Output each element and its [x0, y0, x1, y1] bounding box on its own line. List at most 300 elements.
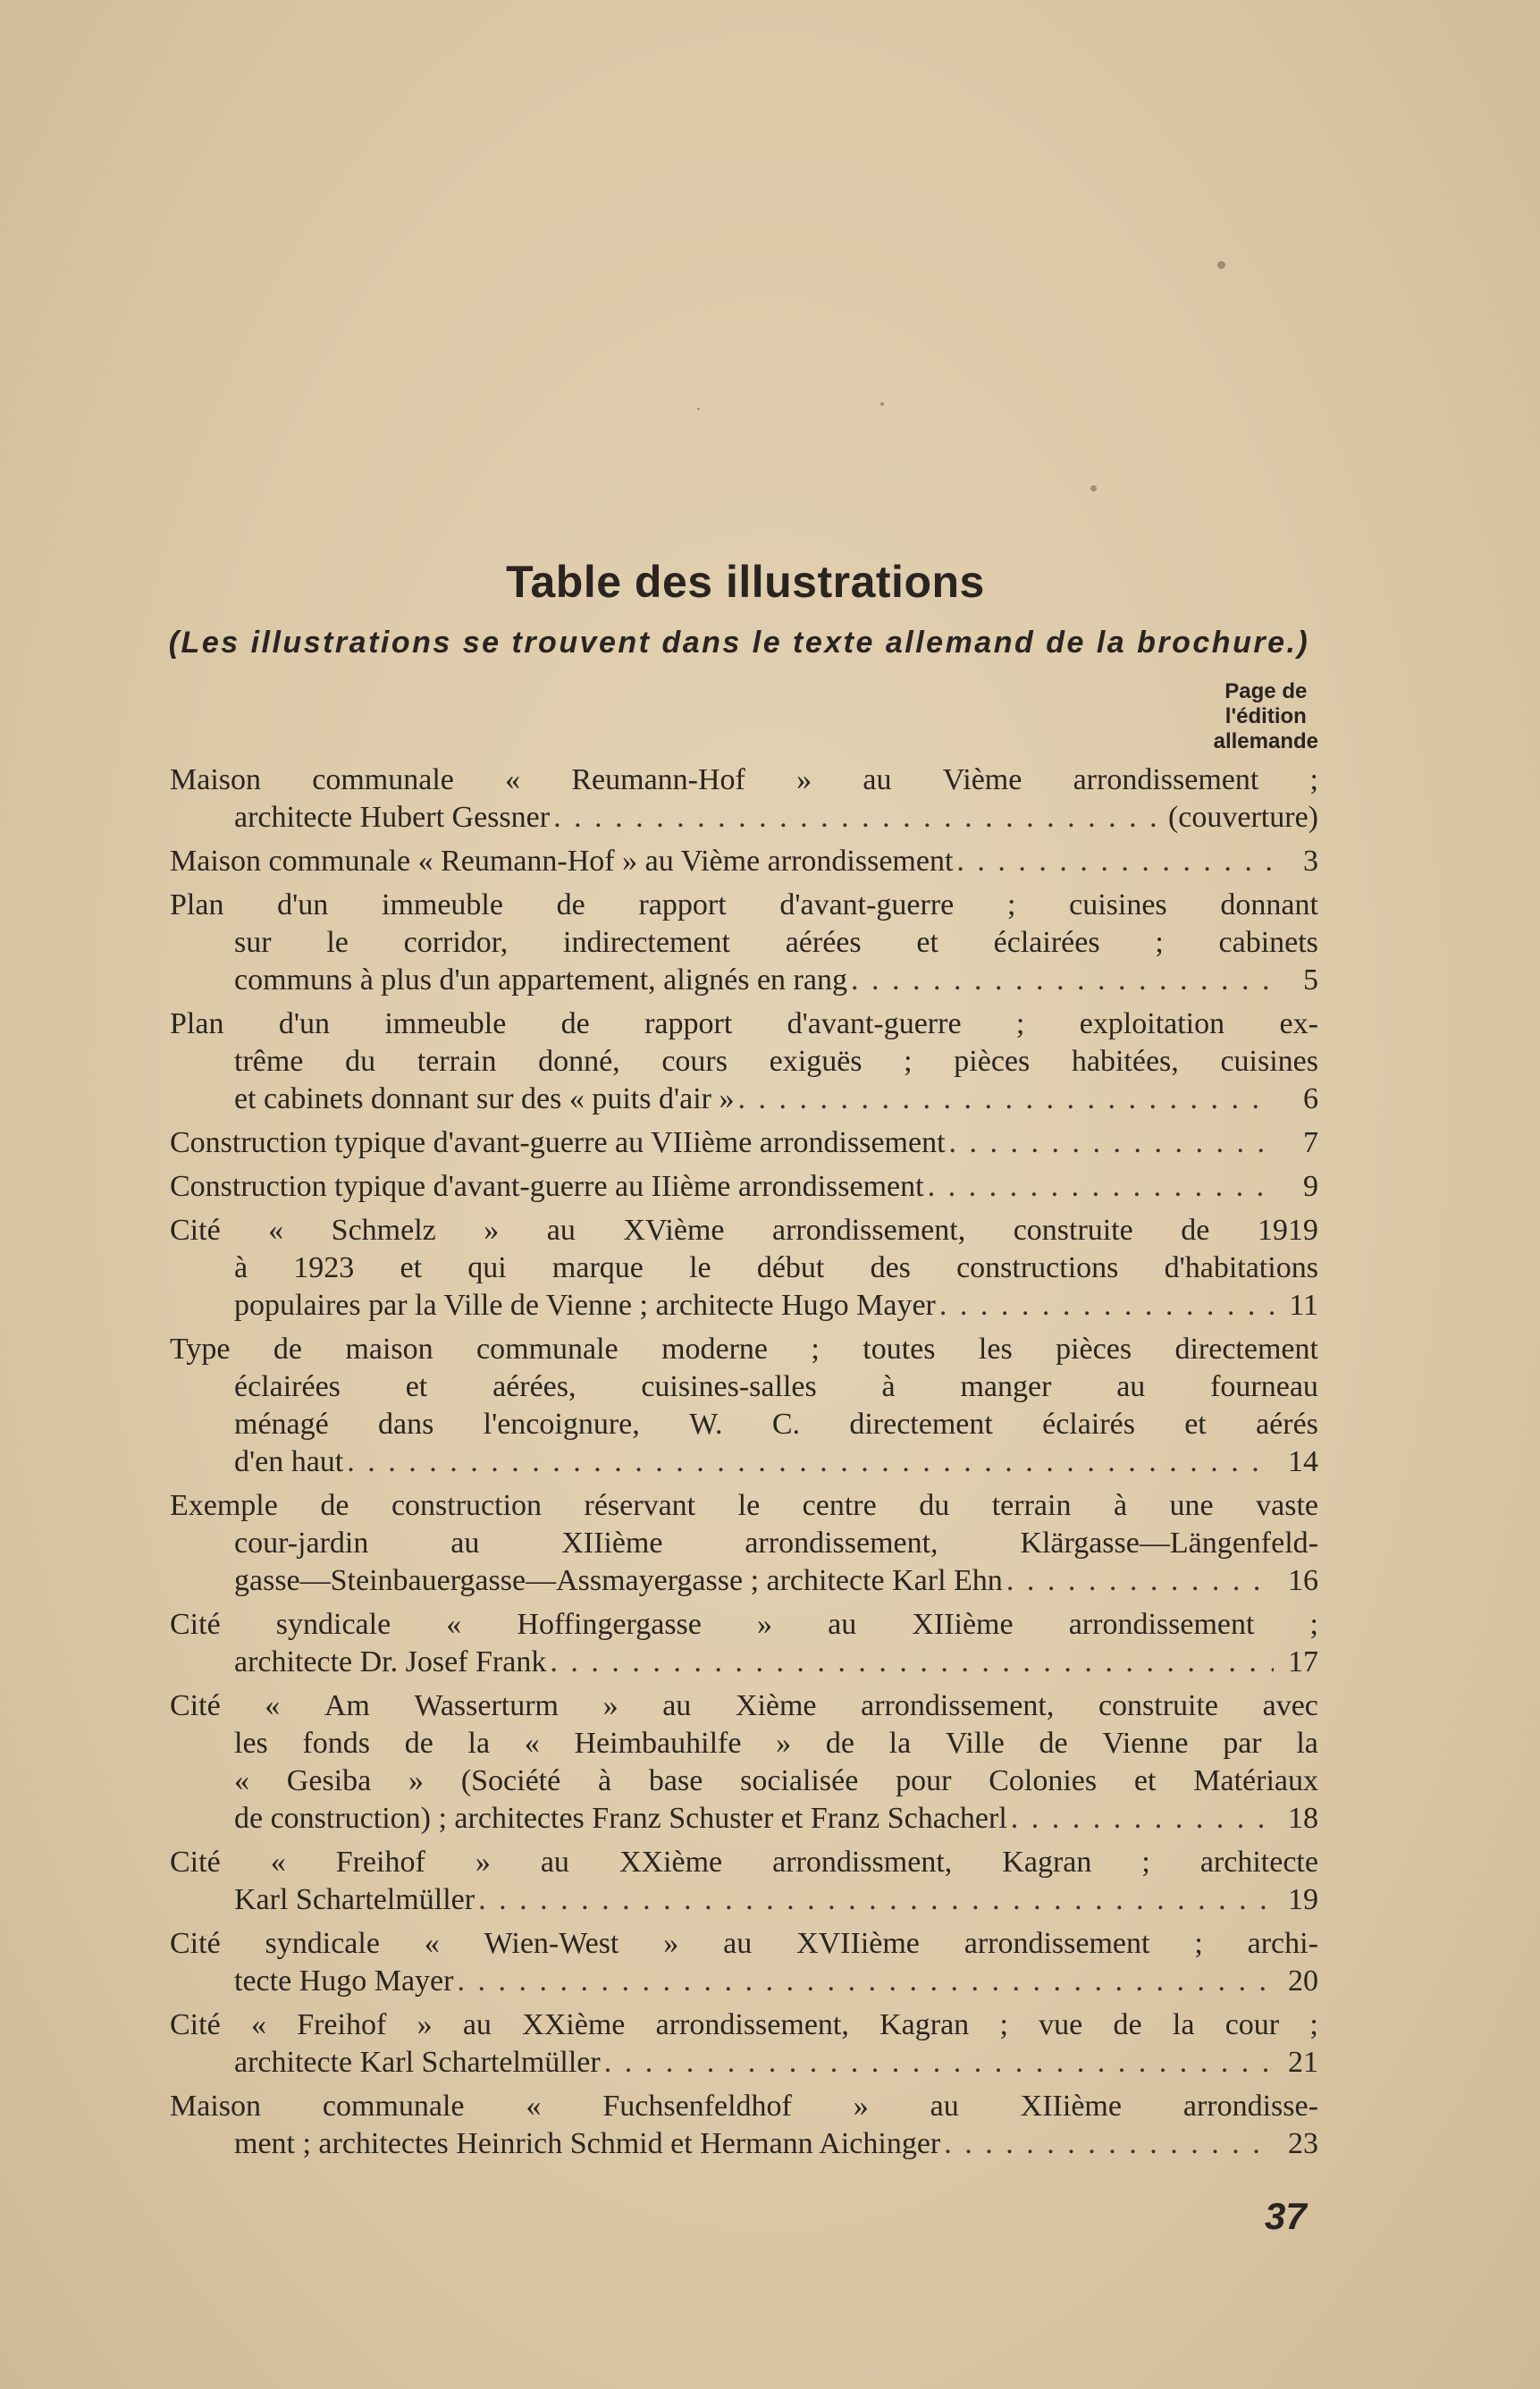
entry-word: Wien-West — [484, 1927, 619, 1960]
entry-line — [170, 1212, 1318, 1249]
entry-line — [170, 1562, 1318, 1600]
entry-word: Klärgasse—Längenfeld- — [1020, 1527, 1318, 1560]
entry-line — [170, 1287, 1318, 1325]
dot-leader — [1006, 1562, 1274, 1600]
entry-page-number: 9 — [1303, 1170, 1318, 1203]
entry-word: les — [234, 1727, 268, 1760]
entry-word: cour — [1224, 2008, 1280, 2041]
entry-word: de — [404, 1727, 433, 1760]
entry-word: » — [484, 1214, 500, 1247]
entry-page-number: 16 — [1288, 1564, 1318, 1597]
entry-line — [170, 1249, 1318, 1287]
entry-word: arrondissement, — [745, 1527, 938, 1560]
entry-word: « — [505, 763, 521, 796]
page-number: 37 — [1265, 2195, 1307, 2237]
entry-word: de — [1181, 1214, 1210, 1247]
entry-text: ment ; architectes Heinrich Schmid et Hermann Aichinger — [234, 2127, 941, 2160]
entry-word: » — [602, 1689, 619, 1722]
entry-word: XXième — [619, 1846, 723, 1879]
entry-word: avec — [1262, 1689, 1318, 1722]
entry-line — [170, 2044, 1318, 2082]
entry-line — [170, 1368, 1318, 1406]
entry-word: et — [1184, 1408, 1207, 1441]
entry-word: base — [648, 1764, 703, 1797]
column-header-line: allemande — [1213, 729, 1318, 753]
entry-word: immeuble — [382, 888, 503, 921]
entry-word: socialisée — [740, 1764, 859, 1797]
entry-word: Cité — [170, 1927, 221, 1960]
entry-word: sur — [234, 926, 272, 959]
entry-word: W. — [689, 1408, 723, 1441]
entry-word: XIIième — [912, 1608, 1014, 1641]
entry-word: terrain — [991, 1489, 1072, 1522]
entry-line — [170, 2006, 1318, 2044]
entry-word: marque — [551, 1251, 644, 1284]
entry-word: Maison — [170, 763, 261, 796]
entry-word: XXième — [522, 2008, 626, 2041]
dot-leader — [939, 1287, 1274, 1325]
entry-word: Cité — [170, 2008, 221, 2041]
entry-word: le — [737, 1489, 761, 1522]
entry-word: de — [556, 888, 585, 921]
list-item — [170, 761, 1318, 837]
entry-text: populaires par la Ville de Vienne ; architecte Hugo Mayer — [234, 1289, 936, 1322]
entry-page-number: 21 — [1288, 2046, 1318, 2079]
entry-word: » — [417, 2008, 433, 2041]
entry-word: pièces — [1056, 1333, 1132, 1366]
entry-line — [170, 2088, 1318, 2125]
entry-word: Cité — [170, 1846, 221, 1879]
entry-word: au — [450, 1527, 480, 1560]
entry-word: Gesiba — [286, 1764, 372, 1797]
entry-word: ; — [1309, 2008, 1318, 2041]
entry-word: le — [326, 926, 349, 959]
entry-line — [170, 2125, 1318, 2163]
entry-line — [170, 1525, 1318, 1562]
entry-word: Wasserturm — [414, 1689, 560, 1722]
illustrations-list — [170, 761, 1318, 2169]
entry-word: au — [662, 1689, 692, 1722]
entry-word: cuisines — [1069, 888, 1167, 921]
entry-word: XIIième — [1020, 2090, 1122, 2123]
entry-word: de — [273, 1333, 302, 1366]
entry-word: d'avant-guerre — [779, 888, 955, 921]
list-item — [170, 1212, 1318, 1325]
entry-word: Heimbauhilfe — [574, 1727, 742, 1760]
entry-word: arrondissment, — [772, 1846, 953, 1879]
entry-line — [170, 887, 1318, 924]
entry-word: XVIIième — [796, 1927, 920, 1960]
entry-word: indirectement — [563, 926, 730, 959]
entry-word: les — [978, 1333, 1013, 1366]
dot-leader — [478, 1881, 1274, 1919]
entry-word: Vième — [942, 763, 1022, 796]
dot-leader — [604, 2044, 1274, 2082]
entry-word: directement — [1174, 1333, 1318, 1366]
dot-leader — [553, 799, 1163, 837]
entry-word: la — [1172, 2008, 1195, 2041]
entry-word: ; — [904, 1045, 913, 1078]
entry-word: d'un — [278, 1007, 330, 1040]
entry-word: début — [756, 1251, 825, 1284]
entry-line — [170, 799, 1318, 837]
dot-leader — [944, 2125, 1274, 2163]
entry-word: Cité — [170, 1608, 221, 1641]
entry-line — [170, 1606, 1318, 1644]
entry-word: » — [663, 1927, 679, 1960]
entry-text: de construction) ; architectes Franz Schuster et Franz Schacherl — [234, 1802, 1007, 1835]
entry-word: ; — [1141, 1846, 1150, 1879]
entry-word: Freihof — [335, 1846, 425, 1879]
entry-word: d'avant-guerre — [787, 1007, 962, 1040]
entry-page-number: 20 — [1288, 1964, 1318, 1998]
entry-word: cuisines — [1220, 1045, 1318, 1078]
entry-word: » — [853, 2090, 869, 2123]
entry-word: habitées, — [1071, 1045, 1179, 1078]
list-item — [170, 843, 1318, 880]
entry-page-number: 19 — [1288, 1883, 1318, 1916]
entry-word: corridor, — [403, 926, 509, 959]
list-item — [170, 1124, 1318, 1162]
paper-speck — [1090, 485, 1097, 492]
entry-word: syndicale — [275, 1608, 391, 1641]
entry-page-number: 3 — [1303, 845, 1318, 878]
entry-word: 1919 — [1257, 1214, 1318, 1247]
entry-word: centre — [802, 1489, 877, 1522]
entry-word: Matériaux — [1193, 1764, 1318, 1797]
dot-leader — [550, 1644, 1274, 1681]
entry-line — [170, 1725, 1318, 1762]
entry-line — [170, 1844, 1318, 1881]
entry-word: « — [446, 1608, 462, 1641]
entry-word: « — [268, 1214, 284, 1247]
entry-word: au — [546, 1214, 576, 1247]
list-item — [170, 2006, 1318, 2082]
entry-word: ; — [1194, 1927, 1203, 1960]
entry-word: communale — [312, 763, 454, 796]
dot-leader — [928, 1168, 1274, 1206]
entry-word: Vienne — [1102, 1727, 1189, 1760]
entry-word: du — [919, 1489, 950, 1522]
entry-line — [170, 1168, 1318, 1206]
entry-word: ; — [811, 1333, 820, 1366]
entry-page-number: 7 — [1303, 1126, 1318, 1159]
entry-text: architecte Hubert Gessner — [234, 801, 551, 834]
column-header-line: l'édition — [1224, 704, 1307, 728]
entry-word: Exemple — [170, 1489, 278, 1522]
entry-word: cours — [661, 1045, 728, 1078]
entry-word: aérées — [785, 926, 862, 959]
entry-text: architecte Dr. Josef Frank — [234, 1645, 547, 1678]
entry-line — [170, 1925, 1318, 1963]
entry-word: la — [467, 1727, 491, 1760]
entry-word: éclairées — [993, 926, 1100, 959]
entry-word: la — [1296, 1727, 1318, 1760]
entry-word: Hoffingergasse — [517, 1608, 702, 1641]
entry-word: maison — [345, 1333, 433, 1366]
entry-word: vue — [1039, 2008, 1083, 2041]
entry-word: de — [320, 1489, 349, 1522]
entry-word: terrain — [417, 1045, 497, 1078]
entry-word: immeuble — [384, 1007, 507, 1040]
entry-word: ; — [1309, 763, 1318, 796]
dot-leader — [457, 1963, 1274, 2000]
entry-word: archi- — [1247, 1927, 1318, 1960]
dot-leader — [347, 1443, 1274, 1481]
entry-word: arrondissement, — [861, 1689, 1055, 1722]
entry-page-number: 6 — [1303, 1082, 1318, 1115]
entry-line — [170, 1487, 1318, 1525]
entry-word: arrondissement — [964, 1927, 1150, 1960]
paper-speck — [697, 408, 700, 410]
entry-text: et cabinets donnant sur des « puits d'air » — [234, 1082, 735, 1115]
entry-line — [170, 1124, 1318, 1162]
entry-word: au — [540, 1846, 569, 1879]
entry-word: à — [881, 1370, 896, 1403]
entry-word: construite — [1098, 1689, 1219, 1722]
entry-word: « — [270, 1846, 286, 1879]
entry-word: » — [796, 763, 812, 796]
entry-page-number: 17 — [1288, 1645, 1318, 1678]
entry-line — [170, 1963, 1318, 2000]
list-item — [170, 1005, 1318, 1118]
entry-word: de — [825, 1727, 854, 1760]
paper-speck — [1217, 261, 1225, 269]
entry-line — [170, 962, 1318, 999]
entry-word: » — [408, 1764, 425, 1797]
entry-line — [170, 843, 1318, 880]
entry-page-number: 23 — [1288, 2127, 1318, 2160]
entry-word: communale — [322, 2090, 465, 2123]
entry-word: pour — [896, 1764, 952, 1797]
entry-word: Fuchsenfeldhof — [602, 2090, 792, 2123]
entry-word: » — [475, 1846, 491, 1879]
entry-word: (Société — [460, 1764, 561, 1797]
paper-speck — [880, 402, 884, 406]
entry-word: cour-jardin — [234, 1527, 369, 1560]
entry-word: constructions — [956, 1251, 1119, 1284]
entry-word: dans — [378, 1408, 434, 1441]
entry-word: arrondissement, — [655, 2008, 849, 2041]
list-item — [170, 1844, 1318, 1919]
entry-word: rapport — [638, 888, 727, 921]
entry-word: ; — [999, 2008, 1008, 2041]
entry-text: Construction typique d'avant-guerre au IIième arrondissement — [170, 1170, 924, 1203]
entry-word: cabinets — [1218, 926, 1318, 959]
entry-text: Karl Schartelmüller — [234, 1883, 475, 1916]
entry-word: pièces — [954, 1045, 1031, 1078]
entry-word: ex- — [1279, 1007, 1318, 1040]
entry-word: Cité — [170, 1689, 221, 1722]
entry-word: au — [1116, 1370, 1146, 1403]
entry-word: fonds — [302, 1727, 371, 1760]
entry-word: arrondissement — [1073, 763, 1259, 796]
entry-word: et — [400, 1251, 423, 1284]
entry-word: Type — [170, 1333, 231, 1366]
entry-word: par — [1223, 1727, 1262, 1760]
entry-word: la — [888, 1727, 912, 1760]
entry-word: donné, — [538, 1045, 620, 1078]
entry-word: du — [345, 1045, 376, 1078]
entry-word: Am — [324, 1689, 370, 1722]
list-item — [170, 1687, 1318, 1838]
entry-word: trême — [234, 1045, 304, 1078]
entry-word: « — [526, 2090, 542, 2123]
entry-word: éclairés — [1042, 1408, 1135, 1441]
entry-text: tecte Hugo Mayer — [234, 1964, 454, 1998]
entry-word: au — [863, 763, 892, 796]
entry-word: une — [1169, 1489, 1214, 1522]
entry-word: de — [560, 1007, 590, 1040]
entry-line — [170, 1081, 1318, 1118]
entry-line — [170, 1881, 1318, 1919]
entry-word: à — [1113, 1489, 1128, 1522]
entry-word: au — [930, 2090, 959, 2123]
entry-word: d'habitations — [1164, 1251, 1318, 1284]
entry-word: l'encoignure, — [483, 1408, 640, 1441]
entry-word: C. — [771, 1408, 801, 1441]
list-item — [170, 1487, 1318, 1600]
entry-word: ; — [1015, 1007, 1025, 1040]
entry-word: le — [689, 1251, 711, 1284]
entry-word: Plan — [170, 1007, 224, 1040]
entry-word: Kagran — [1002, 1846, 1092, 1879]
entry-word: rapport — [644, 1007, 733, 1040]
entry-word: « — [250, 2008, 266, 2041]
entry-word: « — [424, 1927, 440, 1960]
entry-word: manger — [960, 1370, 1052, 1403]
entry-word: ; — [1309, 1608, 1318, 1641]
entry-word: Maison — [170, 2090, 261, 2123]
entry-word: à — [598, 1764, 612, 1797]
entry-word: XVième — [623, 1214, 725, 1247]
entry-word: cuisines-salles — [641, 1370, 817, 1403]
entry-word: Schmelz — [331, 1214, 436, 1247]
entry-text: communs à plus d'un appartement, alignés en rang — [234, 963, 847, 997]
entry-page-number: (couverture) — [1167, 801, 1318, 834]
entry-line — [170, 1644, 1318, 1681]
entry-line — [170, 1043, 1318, 1081]
entry-word: et — [916, 926, 938, 959]
dot-leader — [851, 962, 1274, 999]
entry-text: gasse—Steinbauergasse—Assmayergasse ; architecte Karl Ehn — [234, 1564, 1003, 1597]
page-column-header — [1214, 679, 1318, 754]
entry-word: qui — [467, 1251, 507, 1284]
entry-word: arrondisse- — [1182, 2090, 1318, 2123]
entry-page-number: 11 — [1289, 1289, 1318, 1322]
entry-word: ménagé — [234, 1408, 329, 1441]
entry-line — [170, 1005, 1318, 1043]
entry-word: vaste — [1256, 1489, 1318, 1522]
entry-word: Ville — [945, 1727, 1005, 1760]
entry-text: d'en haut — [234, 1445, 344, 1478]
entry-word: Plan — [170, 888, 224, 921]
entry-word: réservant — [584, 1489, 696, 1522]
list-item — [170, 2088, 1318, 2163]
entry-word: construction — [391, 1489, 543, 1522]
entry-word: des — [870, 1251, 911, 1284]
entry-word: Xième — [735, 1689, 817, 1722]
dot-leader — [737, 1081, 1274, 1118]
dot-leader — [956, 843, 1274, 880]
entry-word: » — [757, 1608, 772, 1641]
entry-word: Colonies — [989, 1764, 1098, 1797]
page-title: Table des illustrations — [506, 557, 985, 607]
entry-word: Kagran — [879, 2008, 970, 2041]
entry-word: Freihof — [297, 2008, 387, 2041]
entry-word: aérés — [1256, 1408, 1318, 1441]
entry-word: arrondissement, — [771, 1214, 966, 1247]
entry-page-number: 14 — [1288, 1445, 1318, 1478]
list-item — [170, 887, 1318, 999]
entry-word: donnant — [1220, 888, 1318, 921]
dot-leader — [949, 1124, 1274, 1162]
entry-text: Maison communale « Reumann-Hof » au Vième arrondissement — [170, 845, 954, 878]
entry-word: au — [828, 1608, 857, 1641]
entry-word: exploitation — [1079, 1007, 1225, 1040]
list-item — [170, 1168, 1318, 1206]
entry-word: Cité — [170, 1214, 221, 1247]
entry-line — [170, 1762, 1318, 1800]
entry-word: arrondissement — [1068, 1608, 1255, 1641]
entry-word: 1923 — [293, 1251, 355, 1284]
entry-page-number: 5 — [1303, 963, 1318, 997]
entry-word: ; — [1155, 926, 1164, 959]
entry-text: Construction typique d'avant-guerre au VIIième arrondissement — [170, 1126, 946, 1159]
entry-word: d'un — [277, 888, 329, 921]
dot-leader — [1011, 1800, 1274, 1838]
entry-word: « — [234, 1764, 249, 1797]
entry-page-number: 18 — [1288, 1802, 1318, 1835]
entry-word: à — [234, 1251, 248, 1284]
entry-word: syndicale — [265, 1927, 380, 1960]
entry-word: « — [524, 1727, 540, 1760]
entry-word: XIIième — [561, 1527, 663, 1560]
entry-word: aérées, — [492, 1370, 576, 1403]
entry-word: » — [776, 1727, 792, 1760]
entry-word: communale — [476, 1333, 619, 1366]
entry-word: fourneau — [1210, 1370, 1318, 1403]
entry-word: moderne — [661, 1333, 769, 1366]
entry-word: architecte — [1199, 1846, 1318, 1879]
entry-word: construite — [1013, 1214, 1133, 1247]
entry-word: exiguës — [769, 1045, 863, 1078]
entry-word: et — [405, 1370, 428, 1403]
entry-line — [170, 761, 1318, 799]
entry-word: éclairées — [234, 1370, 341, 1403]
entry-word: de — [1039, 1727, 1068, 1760]
entry-line — [170, 1687, 1318, 1725]
entry-word: de — [1113, 2008, 1142, 2041]
entry-word: directement — [849, 1408, 993, 1441]
entry-line — [170, 1331, 1318, 1368]
entry-word: ; — [1006, 888, 1016, 921]
entry-word: Reumann-Hof — [571, 763, 745, 796]
list-item — [170, 1331, 1318, 1481]
entry-word: toutes — [863, 1333, 936, 1366]
column-header-line: Page de — [1224, 679, 1308, 703]
entry-word: au — [723, 1927, 753, 1960]
entry-word: et — [1133, 1764, 1157, 1797]
entry-line — [170, 1800, 1318, 1838]
entry-line — [170, 1443, 1318, 1481]
entry-word: « — [265, 1689, 281, 1722]
list-item — [170, 1606, 1318, 1681]
entry-word: au — [462, 2008, 492, 2041]
entry-line — [170, 1406, 1318, 1443]
list-item — [170, 1925, 1318, 2000]
entry-text: architecte Karl Schartelmüller — [234, 2046, 601, 2079]
